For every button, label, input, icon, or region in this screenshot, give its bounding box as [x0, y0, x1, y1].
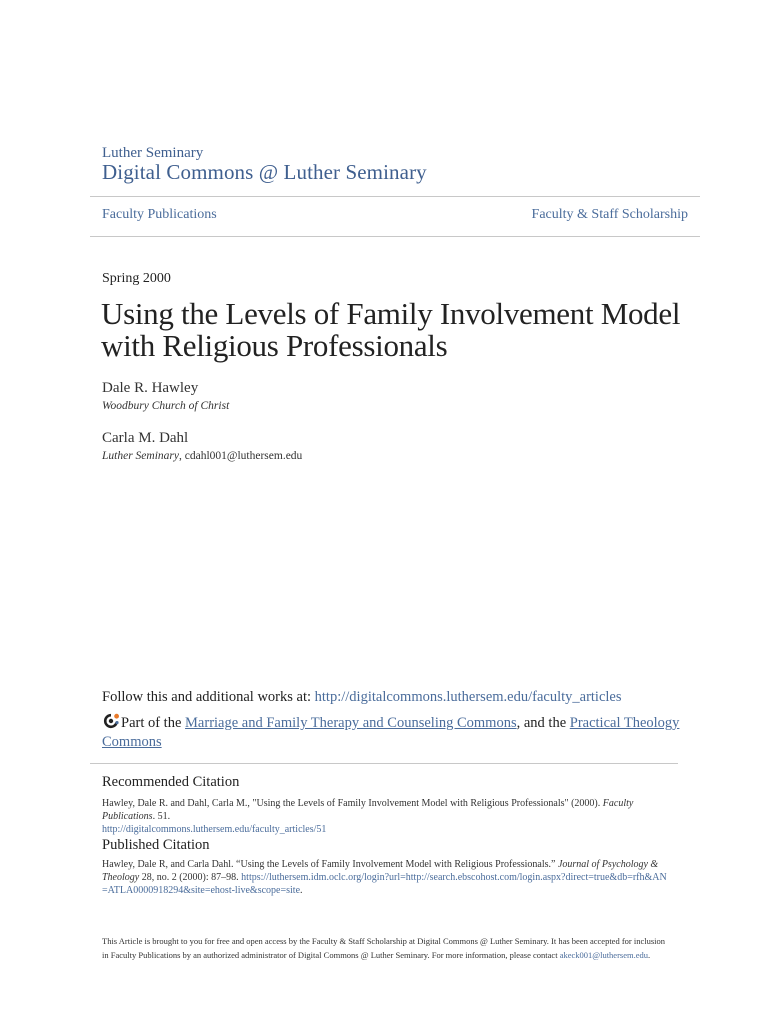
citation-details: 28, no. 2 (2000): 87–98. — [139, 872, 242, 883]
published-citation-heading: Published Citation — [102, 837, 210, 853]
divider — [90, 196, 700, 197]
part-of-prefix: Part of the — [121, 715, 186, 731]
practical-theology-commons-link[interactable]: Practical Theology Commons — [102, 715, 680, 750]
faculty-publications-link[interactable]: Faculty Publications — [102, 207, 217, 222]
citation-suffix: . 51. — [152, 811, 171, 822]
citation-text: Hawley, Dale R, and Carla Dahl. “Using the Levels of Family Involvement Model with Religious Professionals.” — [102, 859, 558, 870]
recommended-citation-text — [102, 797, 672, 836]
faculty-staff-scholarship-link[interactable]: Faculty & Staff Scholarship — [531, 207, 688, 222]
author-name: Dale R. Hawley — [102, 380, 199, 396]
repository-link[interactable]: Digital Commons @ Luther Seminary — [102, 160, 427, 184]
citation-journal: Journal of Psychology & Theology — [102, 859, 659, 883]
article-title: Using the Levels of Family Involvement Model with Religious Professionals — [101, 296, 681, 363]
publication-date: Spring 2000 — [102, 271, 171, 286]
citation-url-link[interactable]: http://digitalcommons.luthersem.edu/faculty_articles/51 — [102, 824, 327, 835]
author-affiliation — [102, 450, 302, 462]
access-notice — [102, 934, 672, 962]
citation-end: . — [300, 885, 303, 896]
ebsco-url-link[interactable]: https://luthersem.idm.oclc.org/login?url=http://search.ebscohost.com/login.aspx?direct=true&db=rfh&AN=ATLA0000918294&site=ehost-live&scope=site — [102, 872, 667, 896]
author-email: , cdahl001@luthersem.edu — [178, 450, 303, 462]
published-citation-text — [102, 858, 672, 897]
access-notice-end: . — [648, 950, 651, 960]
part-of-line — [102, 713, 687, 752]
creative-commons-network-icon — [102, 713, 120, 729]
divider — [90, 763, 678, 764]
faculty-articles-link[interactable]: http://digitalcommons.luthersem.edu/faculty_articles — [314, 689, 622, 705]
citation-text: Hawley, Dale R. and Dahl, Carla M., "Using the Levels of Family Involvement Model with Religious Professionals" (2000). — [102, 798, 603, 809]
access-notice-text: This Article is brought to you for free and open access by the Faculty & Staff Scholarship at Digital Commons @ Luther Seminary. It has been accepted for inclusion in Faculty Publications by an authorized administrator of Digital Commons @ Luther Seminary. For more information, please contact — [102, 936, 666, 960]
author-name: Carla M. Dahl — [102, 430, 189, 446]
recommended-citation-heading: Recommended Citation — [102, 774, 240, 790]
part-of-middle: , and the — [516, 715, 570, 731]
divider — [90, 236, 700, 237]
institution-link[interactable]: Luther Seminary — [102, 145, 204, 161]
follow-line — [102, 689, 622, 706]
citation-journal: Faculty Publications — [102, 798, 634, 822]
author-affiliation: Woodbury Church of Christ — [102, 400, 230, 412]
affiliation-name: Luther Seminary — [102, 450, 179, 462]
follow-label: Follow this and additional works at: — [102, 689, 315, 705]
contact-email-link[interactable]: akeck001@luthersem.edu — [559, 950, 648, 960]
mft-commons-link[interactable]: Marriage and Family Therapy and Counseling Commons — [185, 715, 517, 731]
